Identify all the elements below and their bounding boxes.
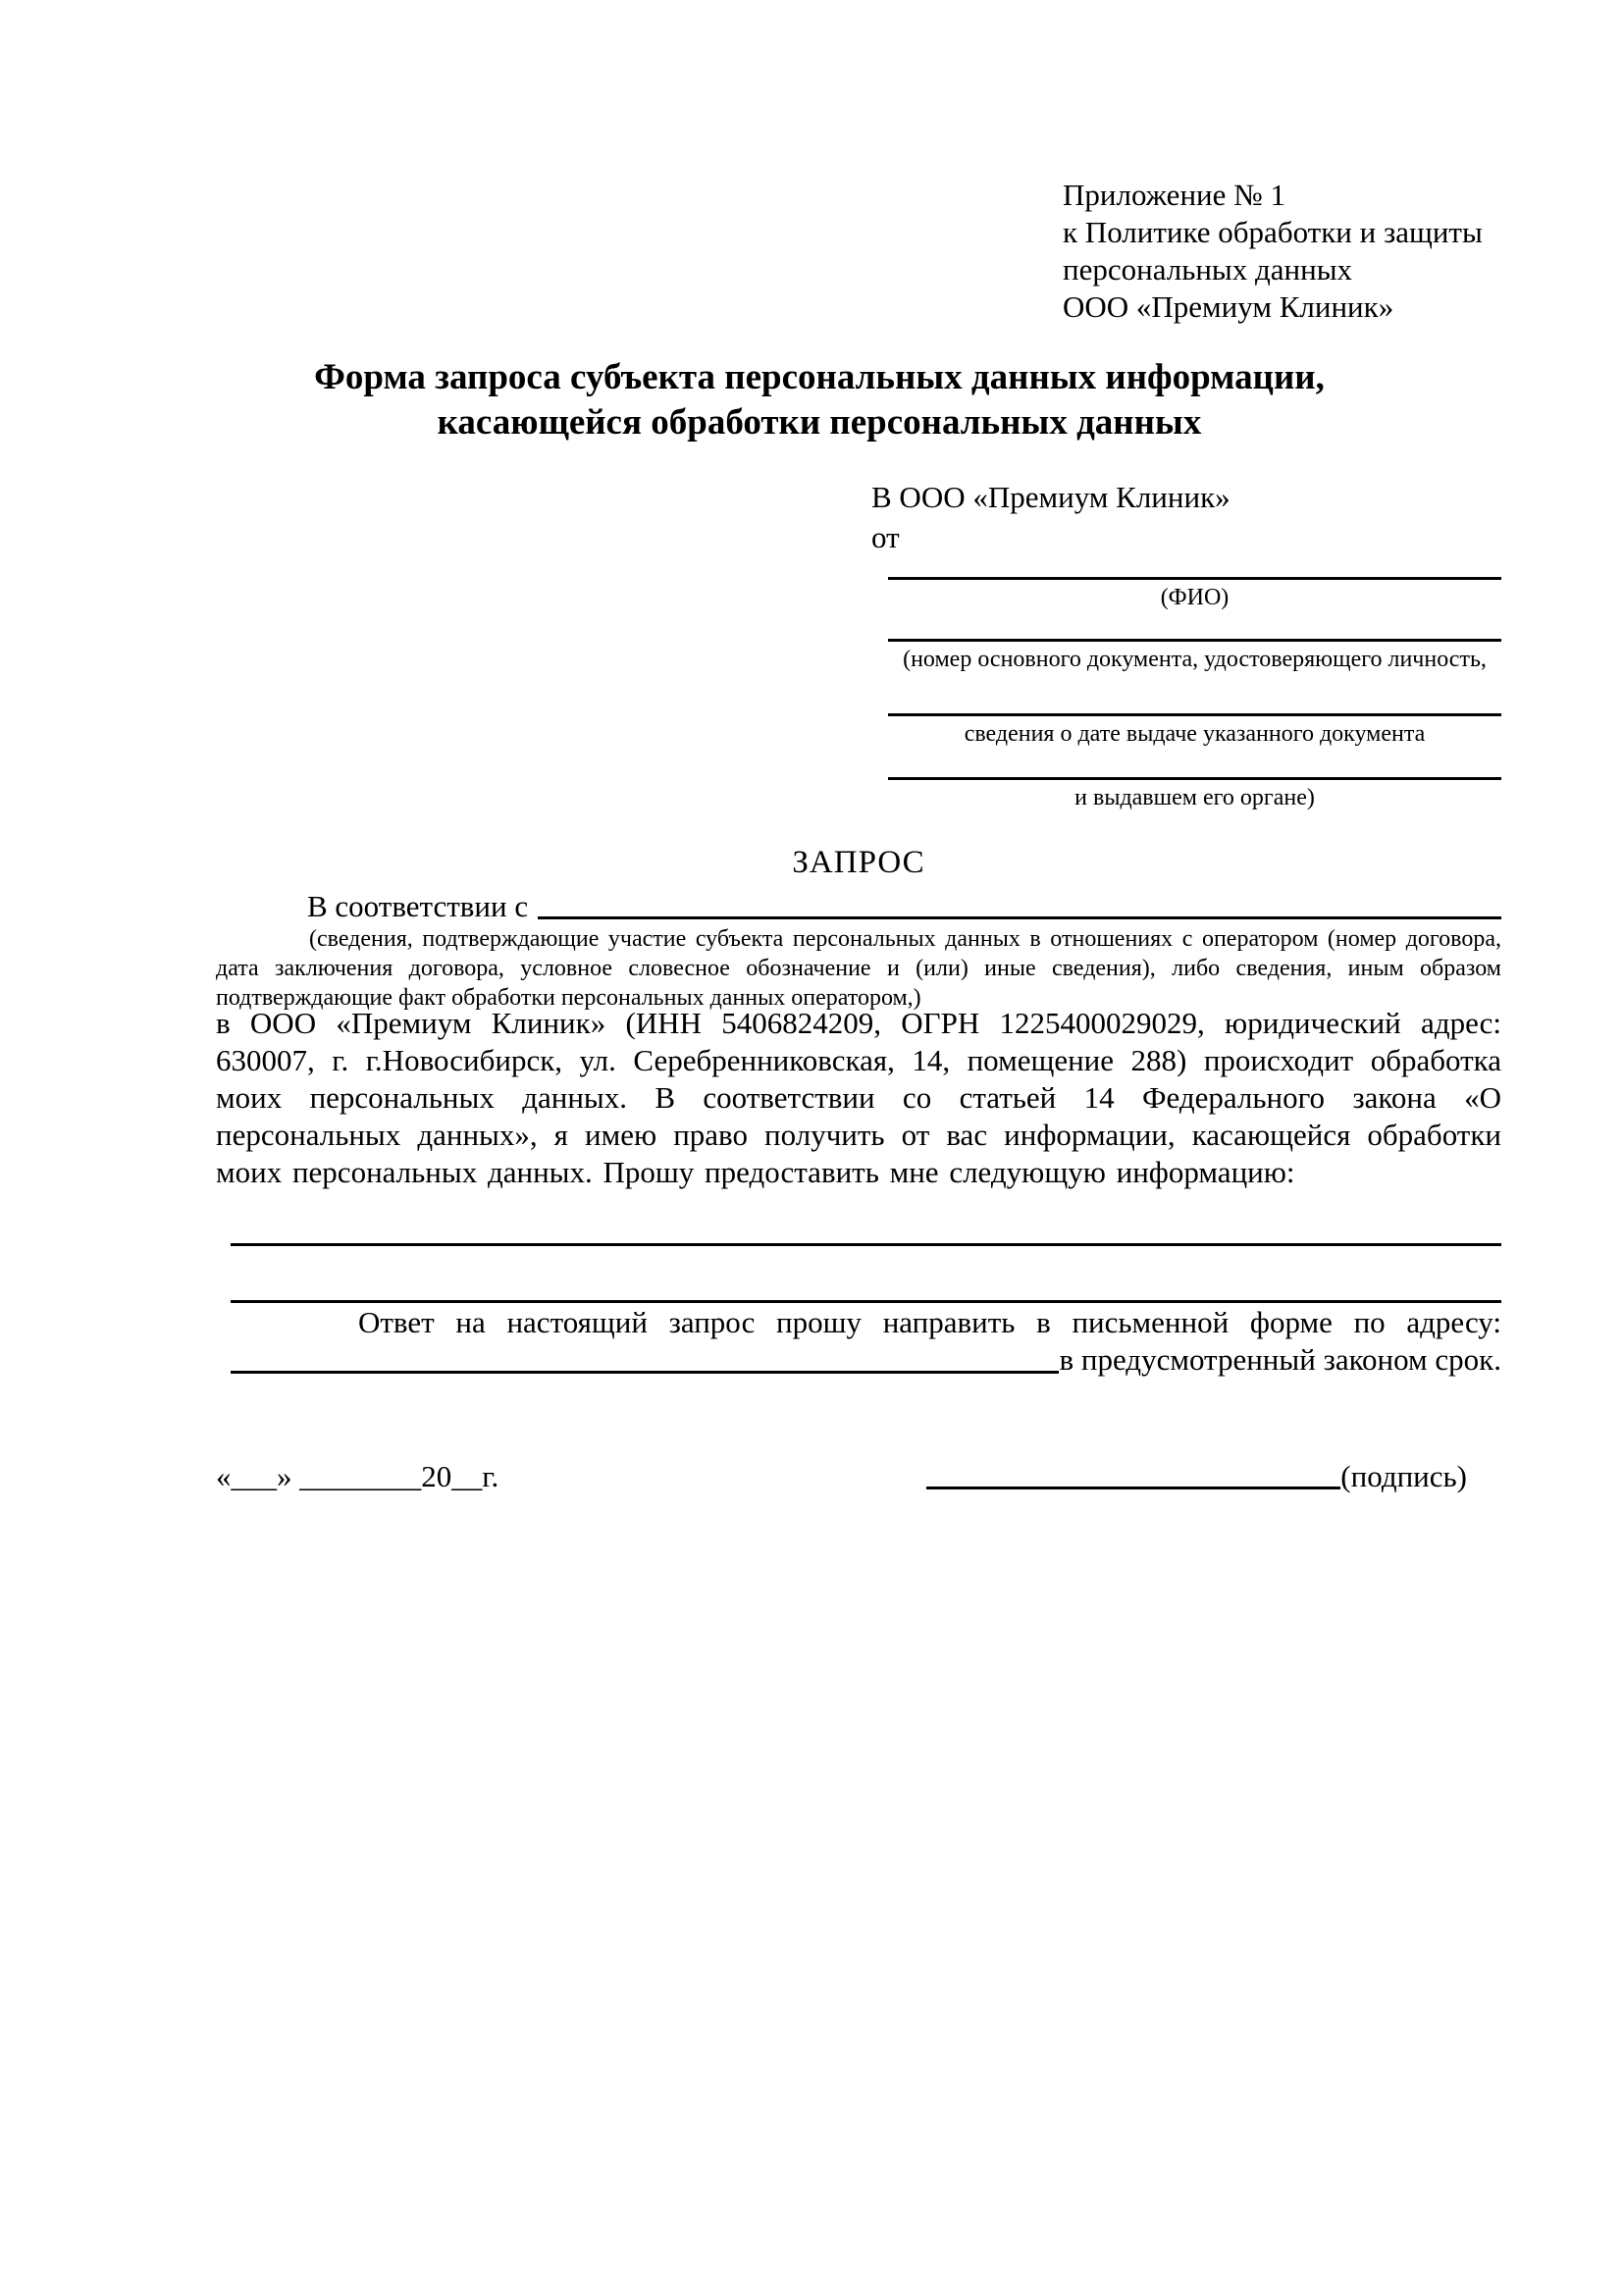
appendix-note (1063, 177, 1483, 326)
reply-address-sentence: Ответ на настоящий запрос прошу направить в письменной форме по адресу: (358, 1305, 1501, 1339)
issue-date-field-label: сведения о дате выдаче указанного документа (964, 721, 1426, 747)
in-accordance-fill-line (538, 916, 1501, 919)
in-accordance-prefix: В соответствии с (307, 889, 529, 923)
appendix-line-4: ООО «Премиум Клиник» (1063, 289, 1394, 324)
appendix-line-1: Приложение № 1 (1063, 178, 1285, 212)
signature-fill-line (926, 1487, 1340, 1489)
reply-address-fill-line (231, 1371, 1059, 1374)
blank-answer-line-2 (231, 1300, 1501, 1303)
request-body-paragraph: в ООО «Премиум Клиник» (ИНН 5406824209, ОГРН 1225400029029, юридический адрес: 630007, г. г.Новосибирск, ул. Серебренниковская, 14, помещение 288) происходит обработка моих персональных данных. В соответствии со статьей 14 Федерального закона «О персональных данных», я имею право получить от вас информации, касающейся обработки моих персональных данных. Прошу предоставить мне следующую информацию: (216, 1006, 1501, 1189)
document-number-field (888, 639, 1501, 674)
appendix-line-3: персональных данных (1063, 252, 1353, 287)
request-heading: ЗАПРОС (792, 845, 925, 880)
date-placeholder: «___» ________20__г. (216, 1459, 499, 1493)
footnote-text: (сведения, подтверждающие участие субъекта персональных данных в отношениях с оператором (номер договора, дата заключения договора, условное словесное обозначение и (или) иные сведения), либо сведения, иным образом подтверждающие факт обработки персональных данных оператором,) (216, 926, 1501, 1011)
addressee-to: В ООО «Премиум Клиник» (871, 480, 1230, 514)
signature-block (926, 1458, 1467, 1495)
addressee-from-label: от (871, 520, 900, 554)
signature-label: (подпись) (1340, 1459, 1467, 1493)
issue-date-field (888, 713, 1501, 749)
document-title-line-2: касающейся обработки персональных данных (437, 402, 1202, 443)
blank-answer-line-1 (231, 1243, 1501, 1246)
issuing-authority-field-label: и выдавшем его органе) (1074, 785, 1315, 810)
appendix-line-2: к Политике обработки и защиты (1063, 215, 1483, 249)
reply-deadline-text: в предусмотренный законом срок. (1059, 1342, 1501, 1377)
document-title-line-1: Форма запроса субъекта персональных данных информации, (314, 357, 1325, 397)
date-signature-row (216, 1458, 1501, 1495)
reply-address-line (231, 1341, 1501, 1379)
issuing-authority-field (888, 777, 1501, 812)
document-title (177, 355, 1462, 445)
fio-field-label: (ФИО) (1160, 585, 1230, 610)
fio-field (888, 577, 1501, 612)
in-accordance-line (216, 889, 1501, 924)
addressee-block (871, 477, 1230, 557)
document-number-field-label: (номер основного документа, удостоверяющего личность, (903, 647, 1487, 672)
